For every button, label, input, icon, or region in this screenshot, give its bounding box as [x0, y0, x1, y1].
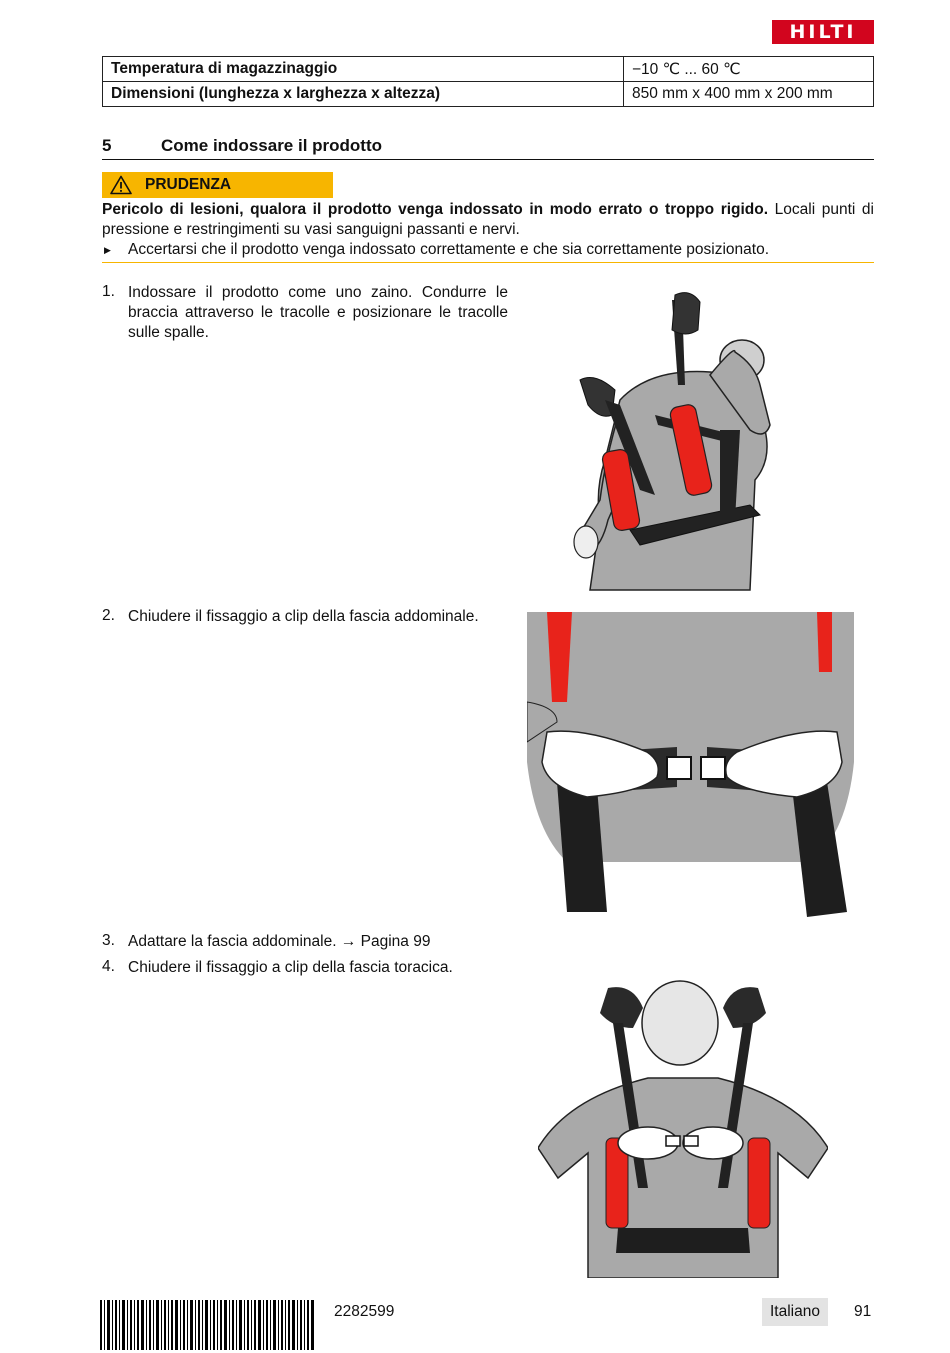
caution-action-text: Accertarsi che il prodotto venga indossato correttamente e che sia correttamente posizionato. [128, 241, 770, 258]
section-heading [102, 135, 874, 160]
barcode [100, 1300, 314, 1350]
document-number: 2282599 [334, 1303, 395, 1320]
caution-detail: Locali punti di pressione e restringimenti su vasi sanguigni passanti e nervi. [102, 201, 874, 238]
step-number: 4. [102, 958, 115, 975]
step-number: 1. [102, 283, 115, 300]
section-title: Come indossare il prodotto [161, 136, 383, 155]
caution-lead: Pericolo di lesioni, qualora il prodotto venga indossato in modo errato o troppo rigido. [102, 201, 769, 218]
spec-label: Dimensioni (lunghezza x larghezza x altezza) [103, 82, 624, 107]
table-row [103, 57, 874, 82]
step-text: Chiudere il fissaggio a clip della fascia addominale. [128, 608, 479, 625]
spec-value: 850 mm x 400 mm x 200 mm [624, 82, 874, 107]
spec-label: Temperatura di magazzinaggio [103, 57, 624, 82]
warning-triangle-icon [110, 175, 132, 195]
illustration-waist-belt-clip [527, 612, 854, 925]
caution-text [102, 200, 874, 240]
caution-action [102, 240, 874, 263]
step-text: Adattare la fascia addominale. → Pagina 99 [128, 933, 431, 950]
triangle-bullet-icon: ▶ [104, 245, 111, 255]
page-number: 91 [854, 1303, 872, 1320]
illustration-put-on-backpack [560, 290, 790, 600]
caution-banner [102, 172, 333, 198]
illustration-chest-strap-clip [538, 978, 828, 1278]
table-row [103, 82, 874, 107]
step-text: Chiudere il fissaggio a clip della fascia toracica. [128, 959, 453, 976]
step-number: 3. [102, 932, 115, 949]
hilti-logo: HILTI [772, 20, 874, 44]
step-number: 2. [102, 607, 115, 624]
specs-table [102, 56, 874, 107]
section-number: 5 [102, 136, 112, 155]
caution-label: PRUDENZA [145, 176, 232, 193]
step-text: Indossare il prodotto come uno zaino. Condurre le braccia attraverso le tracolle e posizionare le tracolle sulle spalle. [128, 284, 508, 341]
language-label: Italiano [762, 1298, 828, 1326]
spec-value: −10 ℃ ... 60 ℃ [624, 57, 874, 82]
